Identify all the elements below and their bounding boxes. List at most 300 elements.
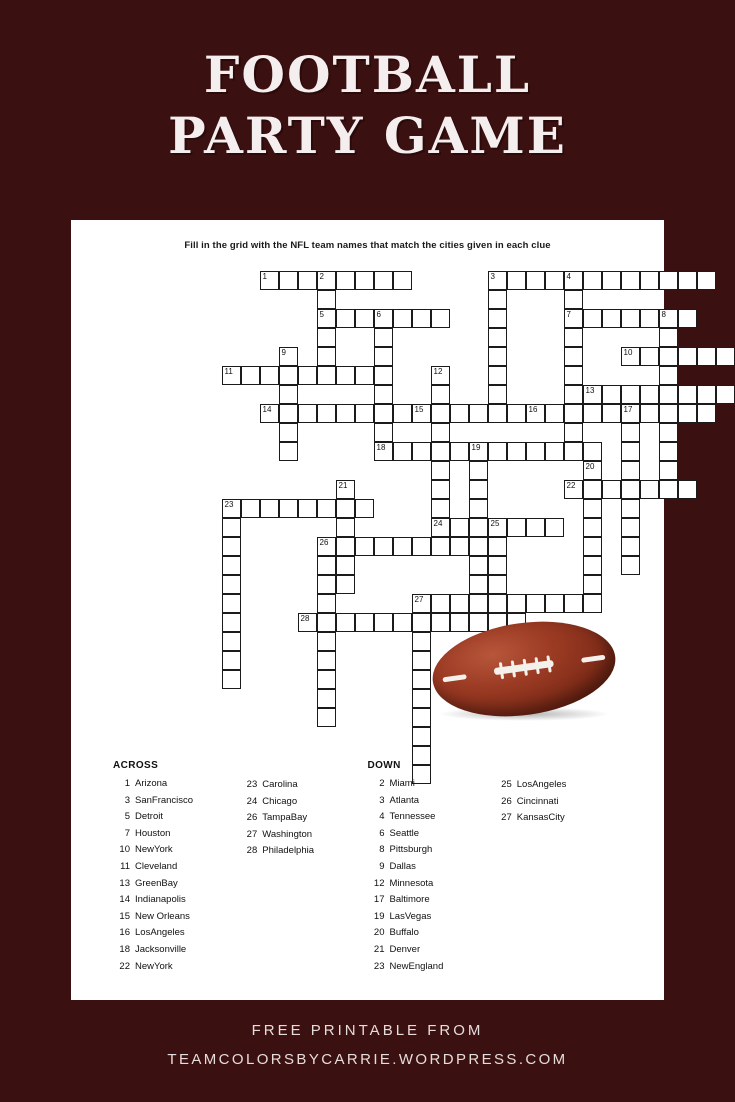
clue-number: 18 [119, 943, 130, 955]
clue-number: 6 [379, 827, 385, 839]
grid-cell[interactable] [336, 499, 355, 518]
grid-cell[interactable] [659, 423, 678, 442]
footer-line-1: FREE PRINTABLE FROM [251, 1022, 484, 1039]
grid-cell[interactable] [488, 309, 507, 328]
grid-cell[interactable] [393, 537, 412, 556]
grid-cell[interactable] [583, 499, 602, 518]
title-line-1: FOOTBALL [203, 45, 532, 104]
clue-item [113, 959, 240, 976]
grid-cell[interactable] [697, 347, 716, 366]
grid-cell[interactable] [659, 404, 678, 423]
clue-item [240, 777, 367, 794]
grid-cell[interactable] [659, 328, 678, 347]
grid-cell[interactable] [716, 347, 735, 366]
grid-cell[interactable] [317, 708, 336, 727]
grid-cell[interactable] [431, 423, 450, 442]
grid-cell[interactable] [317, 366, 336, 385]
clue-number: 23 [373, 960, 385, 972]
clue-item [495, 810, 622, 827]
grid-cell[interactable] [412, 404, 431, 423]
grid-cell[interactable] [222, 594, 241, 613]
grid-cell[interactable] [431, 594, 450, 613]
grid-cell[interactable] [431, 461, 450, 480]
grid-cell[interactable] [260, 404, 279, 423]
grid-cell[interactable] [374, 366, 393, 385]
grid-cell[interactable] [507, 271, 526, 290]
grid-cell[interactable] [545, 594, 564, 613]
grid-cell[interactable] [507, 518, 526, 537]
grid-cell[interactable] [621, 442, 640, 461]
grid-cell[interactable] [298, 404, 317, 423]
clue-number: 15 [119, 910, 130, 922]
grid-cell[interactable] [488, 385, 507, 404]
grid-cell[interactable] [583, 461, 602, 480]
grid-cell[interactable] [374, 423, 393, 442]
grid-cell[interactable] [488, 594, 507, 613]
grid-cell[interactable] [336, 271, 355, 290]
grid-cell[interactable] [412, 537, 431, 556]
grid-cell[interactable] [355, 404, 374, 423]
grid-cell[interactable] [222, 670, 241, 689]
grid-cell[interactable] [450, 404, 469, 423]
grid-cell[interactable] [469, 442, 488, 461]
grid-cell[interactable] [621, 404, 640, 423]
grid-cell[interactable] [298, 613, 317, 632]
grid-cell[interactable] [469, 404, 488, 423]
grid-cell[interactable] [355, 537, 374, 556]
clue-text: LosAngeles [516, 779, 567, 790]
grid-cell-number: 2 [319, 272, 324, 281]
grid-cell[interactable] [659, 461, 678, 480]
grid-cell[interactable] [621, 385, 640, 404]
grid-cell[interactable] [450, 442, 469, 461]
clue-item [368, 809, 495, 826]
grid-cell[interactable] [545, 442, 564, 461]
grid-cell[interactable] [564, 290, 583, 309]
clue-text: Houston [135, 827, 171, 839]
grid-cell[interactable] [374, 613, 393, 632]
grid-cell[interactable] [412, 727, 431, 746]
grid-cell[interactable] [564, 328, 583, 347]
grid-cell[interactable] [469, 461, 488, 480]
grid-cell[interactable] [279, 271, 298, 290]
grid-cell[interactable] [583, 537, 602, 556]
grid-cell[interactable] [431, 537, 450, 556]
clue-number: 9 [379, 860, 385, 872]
clue-item [368, 876, 495, 893]
grid-cell[interactable] [564, 442, 583, 461]
grid-cell[interactable] [488, 575, 507, 594]
grid-cell[interactable] [355, 613, 374, 632]
clue-item [113, 793, 240, 810]
grid-cell[interactable] [393, 613, 412, 632]
grid-cell[interactable] [659, 480, 678, 499]
across-column-1 [113, 760, 240, 975]
grid-cell[interactable] [469, 594, 488, 613]
grid-cell[interactable] [621, 461, 640, 480]
grid-cell[interactable] [488, 290, 507, 309]
grid-cell[interactable] [621, 537, 640, 556]
grid-cell[interactable] [241, 499, 260, 518]
grid-cell-number: 27 [414, 595, 424, 604]
grid-cell[interactable] [564, 385, 583, 404]
grid-cell[interactable] [621, 271, 640, 290]
grid-cell[interactable] [222, 575, 241, 594]
grid-cell[interactable] [336, 480, 355, 499]
clue-number: 27 [501, 812, 512, 824]
grid-cell[interactable] [336, 537, 355, 556]
grid-cell[interactable] [621, 309, 640, 328]
grid-cell-number: 14 [262, 405, 272, 414]
grid-cell[interactable] [317, 537, 336, 556]
grid-cell[interactable] [431, 385, 450, 404]
title-line-2: PARTY GAME [168, 106, 567, 165]
grid-cell[interactable] [374, 271, 393, 290]
grid-cell[interactable] [640, 404, 659, 423]
down-group [368, 760, 623, 975]
grid-cell[interactable] [678, 385, 697, 404]
clue-number: 16 [119, 927, 130, 939]
grid-cell[interactable] [317, 271, 336, 290]
grid-cell-number: 17 [623, 405, 633, 414]
grid-cell[interactable] [260, 499, 279, 518]
clue-text: Philadelphia [262, 845, 315, 857]
clue-number: 12 [373, 877, 385, 889]
grid-cell[interactable] [640, 347, 659, 366]
grid-cell[interactable] [355, 499, 374, 518]
grid-cell-number: 8 [661, 310, 666, 319]
grid-cell[interactable] [564, 309, 583, 328]
grid-cell[interactable] [317, 404, 336, 423]
grid-cell[interactable] [526, 518, 545, 537]
grid-cell[interactable] [317, 290, 336, 309]
grid-cell-number: 20 [585, 462, 595, 471]
clue-item [368, 826, 495, 843]
grid-cell[interactable] [222, 613, 241, 632]
grid-cell[interactable] [431, 404, 450, 423]
grid-cell[interactable] [678, 271, 697, 290]
grid-cell[interactable] [317, 309, 336, 328]
grid-cell[interactable] [640, 480, 659, 499]
grid-cell[interactable] [564, 423, 583, 442]
grid-cell[interactable] [659, 309, 678, 328]
grid-cell[interactable] [412, 442, 431, 461]
grid-cell[interactable] [659, 385, 678, 404]
clue-text: Washington [262, 828, 313, 840]
grid-cell[interactable] [336, 366, 355, 385]
clue-item [368, 909, 495, 926]
grid-cell[interactable] [583, 480, 602, 499]
grid-cell[interactable] [469, 499, 488, 518]
grid-cell-number: 23 [224, 500, 234, 509]
instructions-text: Fill in the grid with the NFL team names that match the cities given in each clue [184, 240, 551, 251]
grid-cell[interactable] [526, 271, 545, 290]
grid-cell[interactable] [374, 537, 393, 556]
grid-cell[interactable] [583, 442, 602, 461]
grid-cell[interactable] [488, 556, 507, 575]
grid-cell[interactable] [450, 518, 469, 537]
clue-text: Detroit [135, 811, 163, 823]
clue-item [113, 809, 240, 826]
grid-cell[interactable] [298, 366, 317, 385]
printable-sheet [71, 220, 664, 1000]
grid-cell[interactable] [697, 404, 716, 423]
grid-cell-number: 26 [319, 538, 329, 547]
grid-cell[interactable] [317, 556, 336, 575]
grid-cell[interactable] [374, 385, 393, 404]
grid-cell[interactable] [260, 366, 279, 385]
grid-cell[interactable] [222, 632, 241, 651]
grid-cell[interactable] [564, 347, 583, 366]
grid-cell[interactable] [621, 347, 640, 366]
clue-text: SanFrancisco [135, 794, 194, 806]
grid-cell[interactable] [317, 328, 336, 347]
grid-cell[interactable] [678, 480, 697, 499]
grid-cell[interactable] [222, 518, 241, 537]
grid-cell[interactable] [507, 442, 526, 461]
clue-number: 3 [379, 794, 385, 806]
grid-cell[interactable] [564, 404, 583, 423]
grid-cell[interactable] [431, 499, 450, 518]
grid-cell[interactable] [317, 499, 336, 518]
grid-cell[interactable] [279, 404, 298, 423]
grid-cell-number: 24 [433, 519, 443, 528]
grid-cell-number: 15 [414, 405, 424, 414]
grid-cell[interactable] [488, 328, 507, 347]
across-group [113, 760, 368, 975]
grid-cell[interactable] [374, 347, 393, 366]
grid-cell[interactable] [564, 594, 583, 613]
clue-number: 24 [246, 795, 258, 807]
grid-cell[interactable] [621, 556, 640, 575]
grid-cell[interactable] [583, 575, 602, 594]
clue-item [368, 776, 495, 793]
clue-number: 10 [119, 844, 130, 856]
clue-number: 5 [124, 811, 130, 823]
grid-cell[interactable] [602, 309, 621, 328]
grid-cell[interactable] [355, 366, 374, 385]
grid-cell[interactable] [678, 309, 697, 328]
grid-cell[interactable] [298, 499, 317, 518]
grid-cell[interactable] [469, 575, 488, 594]
grid-cell[interactable] [488, 271, 507, 290]
grid-cell[interactable] [659, 442, 678, 461]
clue-text: Buffalo [389, 927, 419, 939]
grid-cell[interactable] [564, 366, 583, 385]
grid-cell[interactable] [602, 385, 621, 404]
grid-cell[interactable] [393, 309, 412, 328]
grid-cell[interactable] [336, 404, 355, 423]
clue-item [495, 794, 622, 811]
grid-cell[interactable] [602, 271, 621, 290]
clue-number: 14 [119, 894, 130, 906]
grid-cell[interactable] [564, 480, 583, 499]
grid-cell[interactable] [279, 385, 298, 404]
grid-cell[interactable] [526, 404, 545, 423]
grid-cell[interactable] [336, 518, 355, 537]
grid-cell[interactable] [621, 423, 640, 442]
grid-cell[interactable] [659, 271, 678, 290]
grid-cell[interactable] [583, 404, 602, 423]
clue-item [368, 793, 495, 810]
clue-number: 26 [501, 795, 512, 807]
grid-cell[interactable] [469, 556, 488, 575]
clue-item [240, 810, 367, 827]
grid-cell-number: 10 [623, 348, 633, 357]
grid-cell[interactable] [222, 499, 241, 518]
clue-item [113, 842, 240, 859]
grid-cell[interactable] [431, 309, 450, 328]
clue-item [240, 843, 367, 860]
grid-cell[interactable] [279, 423, 298, 442]
clue-text: Carolina [262, 779, 298, 790]
grid-cell[interactable] [317, 651, 336, 670]
grid-cell[interactable] [222, 537, 241, 556]
grid-cell[interactable] [393, 442, 412, 461]
grid-cell[interactable] [222, 556, 241, 575]
grid-cell[interactable] [260, 271, 279, 290]
grid-cell[interactable] [526, 442, 545, 461]
grid-cell[interactable] [507, 404, 526, 423]
grid-cell[interactable] [488, 518, 507, 537]
grid-cell[interactable] [640, 271, 659, 290]
grid-cell[interactable] [621, 499, 640, 518]
grid-cell[interactable] [583, 385, 602, 404]
grid-cell-number: 5 [319, 310, 324, 319]
grid-cell[interactable] [469, 537, 488, 556]
clue-number: 7 [124, 827, 130, 839]
grid-cell[interactable] [412, 594, 431, 613]
grid-cell[interactable] [431, 518, 450, 537]
grid-cell[interactable] [526, 594, 545, 613]
grid-cell[interactable] [488, 366, 507, 385]
grid-cell[interactable] [488, 347, 507, 366]
clue-text: Pittsburgh [389, 844, 433, 856]
grid-cell[interactable] [697, 385, 716, 404]
across-heading: ACROSS [113, 760, 159, 771]
grid-cell-number: 3 [490, 272, 495, 281]
grid-cell[interactable] [317, 670, 336, 689]
grid-cell[interactable] [355, 271, 374, 290]
grid-cell[interactable] [450, 537, 469, 556]
grid-cell[interactable] [431, 366, 450, 385]
grid-cell[interactable] [583, 309, 602, 328]
clue-text: Seattle [389, 827, 420, 839]
grid-cell[interactable] [279, 366, 298, 385]
clue-item [240, 827, 367, 844]
grid-cell[interactable] [602, 404, 621, 423]
down-column-1 [368, 760, 495, 975]
grid-cell[interactable] [621, 518, 640, 537]
grid-cell[interactable] [336, 575, 355, 594]
grid-cell[interactable] [621, 480, 640, 499]
grid-cell[interactable] [469, 480, 488, 499]
grid-cell[interactable] [241, 366, 260, 385]
grid-cell[interactable] [545, 404, 564, 423]
clue-item [113, 892, 240, 909]
clue-item [368, 892, 495, 909]
grid-cell[interactable] [393, 404, 412, 423]
grid-cell[interactable] [374, 442, 393, 461]
down-heading: DOWN [367, 760, 401, 771]
grid-cell-number: 7 [566, 310, 571, 319]
grid-cell[interactable] [488, 442, 507, 461]
grid-cell[interactable] [583, 518, 602, 537]
grid-cell[interactable] [488, 404, 507, 423]
grid-cell[interactable] [583, 271, 602, 290]
grid-cell[interactable] [678, 404, 697, 423]
grid-cell[interactable] [469, 518, 488, 537]
clue-text: Tennessee [389, 811, 436, 823]
grid-cell[interactable] [450, 594, 469, 613]
clue-text: Miami [389, 778, 415, 789]
grid-cell[interactable] [393, 271, 412, 290]
grid-cell[interactable] [564, 271, 583, 290]
grid-cell[interactable] [716, 385, 735, 404]
clue-text: NewYork [135, 960, 173, 972]
grid-cell[interactable] [507, 594, 526, 613]
grid-cell[interactable] [374, 404, 393, 423]
grid-cell[interactable] [279, 442, 298, 461]
clue-item [113, 942, 240, 959]
grid-cell[interactable] [583, 556, 602, 575]
grid-cell[interactable] [678, 347, 697, 366]
grid-cell[interactable] [222, 366, 241, 385]
clue-number: 27 [246, 828, 258, 840]
grid-cell[interactable] [279, 499, 298, 518]
grid-cell[interactable] [298, 271, 317, 290]
grid-cell[interactable] [697, 271, 716, 290]
grid-cell[interactable] [336, 309, 355, 328]
grid-cell[interactable] [545, 271, 564, 290]
clue-number: 20 [373, 927, 385, 939]
grid-cell[interactable] [659, 347, 678, 366]
grid-cell[interactable] [545, 518, 564, 537]
grid-cell[interactable] [317, 347, 336, 366]
grid-cell[interactable] [412, 309, 431, 328]
grid-cell[interactable] [640, 309, 659, 328]
clue-text: LosAngeles [135, 927, 185, 939]
grid-cell-number: 28 [300, 614, 310, 623]
grid-cell[interactable] [602, 480, 621, 499]
grid-cell[interactable] [317, 632, 336, 651]
grid-cell[interactable] [431, 442, 450, 461]
grid-cell[interactable] [488, 537, 507, 556]
grid-cell[interactable] [222, 651, 241, 670]
clue-number: 26 [246, 812, 258, 824]
clue-item [113, 826, 240, 843]
clue-number: 19 [373, 910, 385, 922]
grid-cell[interactable] [317, 575, 336, 594]
grid-cell[interactable] [583, 594, 602, 613]
clue-text: Jacksonville [135, 943, 187, 955]
grid-cell[interactable] [317, 594, 336, 613]
grid-cell[interactable] [374, 328, 393, 347]
down-column-2 [495, 760, 622, 975]
grid-cell[interactable] [336, 556, 355, 575]
grid-cell[interactable] [336, 613, 355, 632]
grid-cell[interactable] [355, 309, 374, 328]
grid-cell[interactable] [279, 347, 298, 366]
grid-cell[interactable] [640, 385, 659, 404]
clue-text: TampaBay [262, 812, 308, 824]
grid-cell[interactable] [374, 309, 393, 328]
clue-text: Atlanta [389, 794, 420, 806]
grid-cell[interactable] [317, 613, 336, 632]
grid-cell[interactable] [659, 366, 678, 385]
grid-cell[interactable] [317, 689, 336, 708]
grid-cell[interactable] [431, 480, 450, 499]
